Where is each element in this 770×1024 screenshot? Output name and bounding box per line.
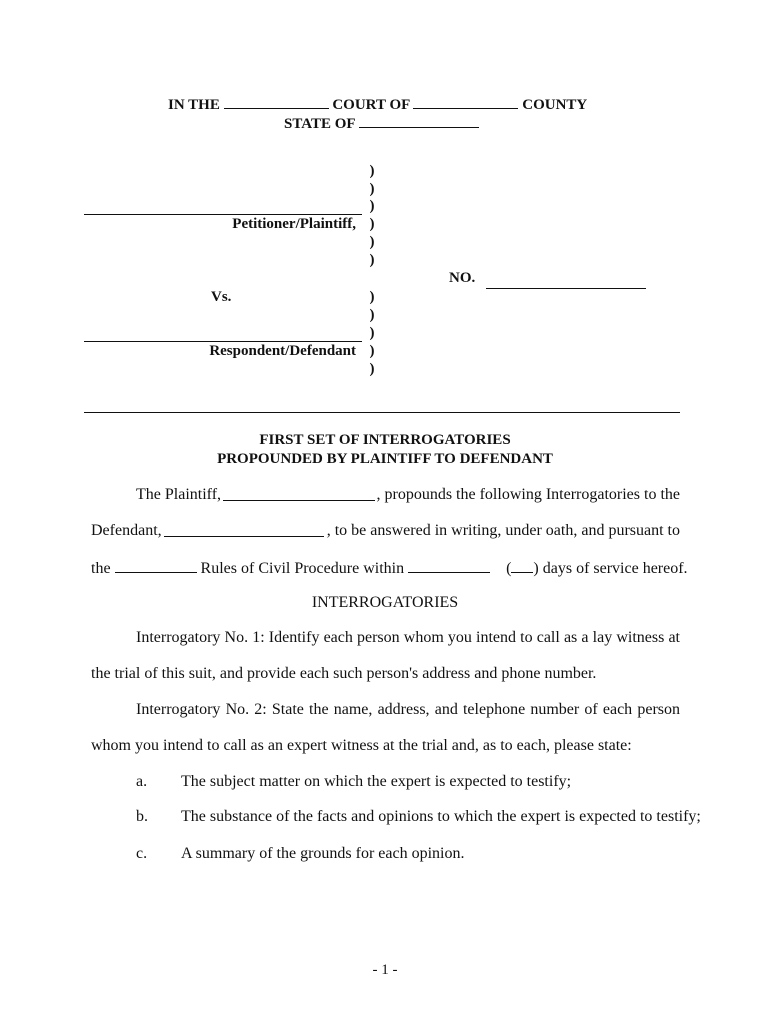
in-the-text: IN THE: [168, 97, 220, 113]
state-name-blank[interactable]: [359, 113, 479, 128]
days-words-blank[interactable]: [408, 558, 490, 573]
document-title-line2: PROPOUNDED BY PLAINTIFF TO DEFENDANT: [217, 451, 553, 467]
intro-line-1: [136, 486, 680, 504]
caption-paren: ): [369, 252, 375, 268]
case-number-line[interactable]: [486, 288, 646, 289]
item-c-letter: c.: [136, 845, 148, 862]
caption-paren: ): [369, 325, 375, 341]
intro-days-text: ) days of service hereof.: [533, 560, 688, 577]
intro-the-text: the: [91, 560, 111, 577]
vs-label: Vs.: [211, 289, 232, 305]
item-b-letter: b.: [136, 808, 148, 825]
interrogatory-2-line1: Interrogatory No. 2: State the name, address, and telephone number of each person: [136, 701, 680, 718]
court-header-line: [168, 94, 587, 114]
intro-line-3: [91, 558, 688, 578]
caption-paren: ): [369, 234, 375, 250]
interrogatories-heading: INTERROGATORIES: [311, 594, 459, 611]
defendant-name-blank[interactable]: [164, 522, 324, 537]
case-number-label: NO.: [449, 270, 476, 286]
intro-open-paren: (: [506, 560, 512, 577]
caption-paren: ): [369, 361, 375, 377]
item-b-text: The substance of the facts and opinions to which the expert is expected to testify;: [181, 808, 701, 825]
item-a-text: The subject matter on which the expert is expected to testify;: [181, 773, 572, 790]
interrogatory-2-line2: whom you intend to call as an expert witness at the trial and, as to each, please state:: [91, 737, 632, 754]
interrogatory-1-line2: the trial of this suit, and provide each such person's address and phone number.: [91, 665, 597, 682]
state-header-line: [284, 113, 479, 133]
court-name-blank[interactable]: [224, 94, 329, 109]
county-text: COUNTY: [522, 97, 588, 113]
state-of-text: STATE OF: [284, 116, 355, 132]
intro-answered-text: , to be answered in writing, under oath, and pursuant to: [326, 522, 680, 539]
caption-paren: ): [369, 289, 375, 305]
caption-paren: ): [369, 163, 375, 179]
item-c-text: A summary of the grounds for each opinion.: [181, 845, 465, 862]
respondent-label: Respondent/Defendant: [209, 343, 356, 359]
intro-rules-text: Rules of Civil Procedure within: [200, 560, 405, 577]
caption-paren: ): [369, 216, 375, 232]
item-a-letter: a.: [136, 773, 148, 790]
caption-divider: [84, 412, 680, 413]
intro-line-2: [91, 522, 680, 540]
petitioner-label: Petitioner/Plaintiff,: [232, 216, 356, 232]
caption-paren: ): [369, 181, 375, 197]
plaintiff-name-blank[interactable]: [223, 486, 375, 501]
page-number: - 1 -: [372, 962, 398, 978]
county-name-blank[interactable]: [413, 94, 518, 109]
caption-paren: ): [369, 307, 375, 323]
respondent-name-line[interactable]: [84, 341, 362, 342]
intro-plaintiff-text: The Plaintiff,: [136, 486, 222, 503]
intro-propounds-text: , propounds the following Interrogatories to the: [376, 486, 680, 503]
petitioner-name-line[interactable]: [84, 214, 362, 215]
days-number-blank[interactable]: [511, 558, 533, 573]
caption-paren: ): [369, 198, 375, 214]
court-of-text: COURT OF: [332, 97, 410, 113]
document-title-line1: FIRST SET OF INTERROGATORIES: [259, 432, 511, 448]
interrogatory-1-line1: Interrogatory No. 1: Identify each person whom you intend to call as a lay witness at: [136, 629, 680, 646]
caption-paren: ): [369, 343, 375, 359]
jurisdiction-blank[interactable]: [115, 558, 197, 573]
intro-defendant-text: Defendant,: [91, 522, 162, 539]
